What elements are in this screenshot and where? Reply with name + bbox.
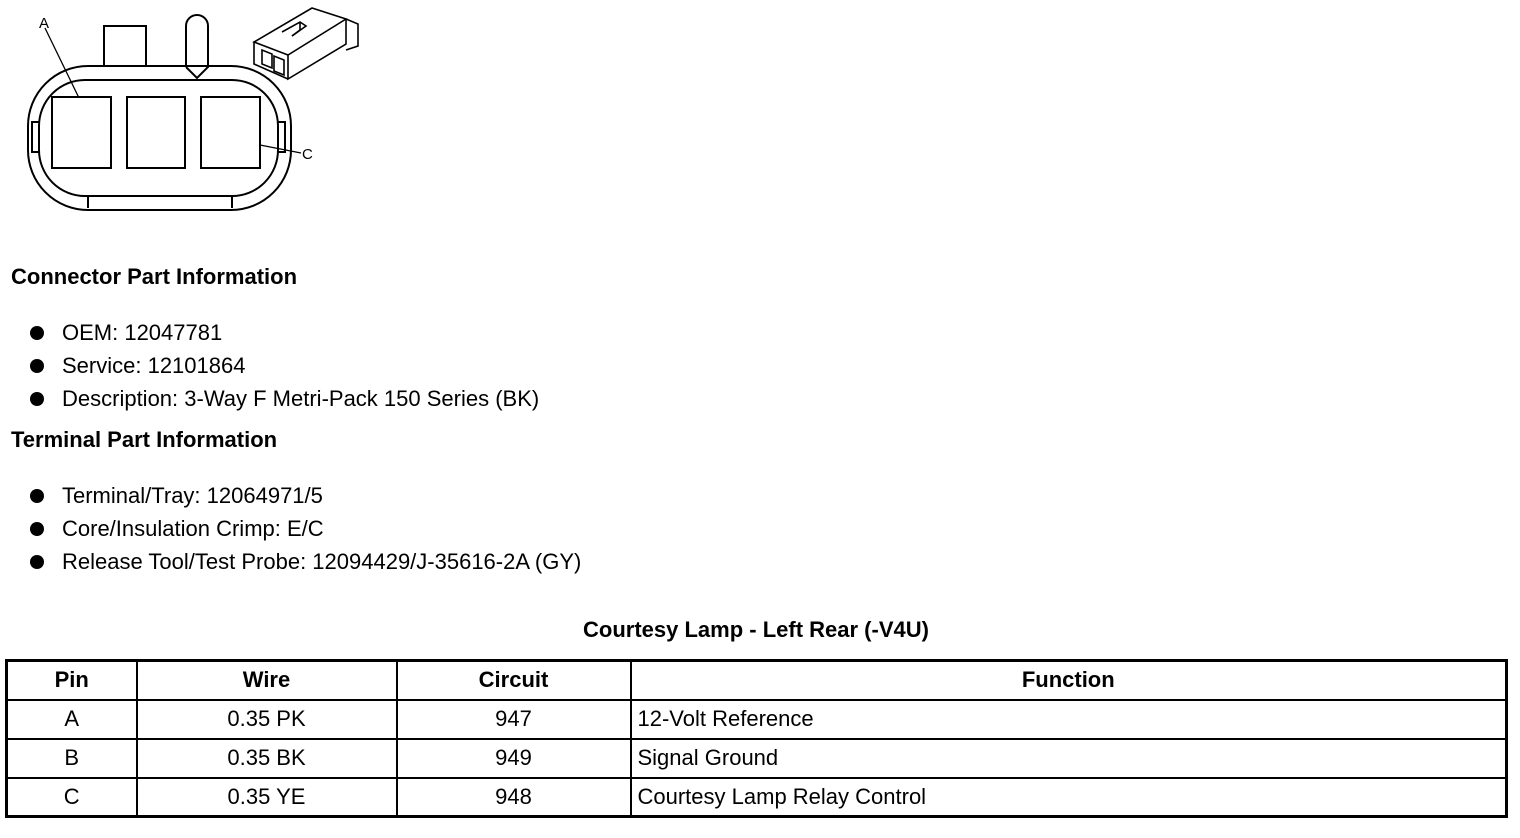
bullet-icon [30, 522, 44, 536]
crimp-info: Core/Insulation Crimp: E/C [62, 516, 324, 541]
cavity-c [201, 97, 260, 168]
bullet-icon [30, 555, 44, 569]
cell-function: 12-Volt Reference [631, 700, 1507, 739]
connector-housing-outer [28, 66, 291, 210]
terminal-info-heading: Terminal Part Information [11, 427, 278, 452]
header-pin: Pin [7, 661, 137, 700]
list-item [28, 545, 581, 578]
pinout-table [5, 659, 1508, 818]
cell-wire: 0.35 BK [137, 739, 397, 778]
list-item [28, 512, 581, 545]
connector-isometric-icon [254, 8, 358, 79]
cell-circuit: 947 [397, 700, 631, 739]
table-header-row [7, 661, 1507, 700]
cavity-b [127, 97, 185, 168]
bullet-icon [30, 326, 44, 340]
connector-face-diagram [0, 0, 380, 225]
header-circuit: Circuit [397, 661, 631, 700]
cell-pin: C [7, 778, 137, 817]
table-row [7, 700, 1507, 739]
table-row [7, 778, 1507, 817]
cell-circuit: 949 [397, 739, 631, 778]
cell-function: Signal Ground [631, 739, 1507, 778]
list-item [28, 349, 539, 382]
connector-info-list [28, 316, 539, 415]
bullet-icon [30, 392, 44, 406]
list-item [28, 316, 539, 349]
cell-pin: A [7, 700, 137, 739]
table-row [7, 739, 1507, 778]
service-part-number: Service: 12101864 [62, 353, 246, 378]
pin-label-a: A [39, 15, 50, 32]
left-locking-tab [104, 26, 146, 67]
header-function: Function [631, 661, 1507, 700]
cell-wire: 0.35 PK [137, 700, 397, 739]
cavity-a [52, 97, 111, 168]
list-item [28, 382, 539, 415]
bullet-icon [30, 489, 44, 503]
release-tool: Release Tool/Test Probe: 12094429/J-35616-2A (GY) [62, 549, 582, 574]
table-title: Courtesy Lamp - Left Rear (-V4U) [583, 617, 929, 642]
cell-pin: B [7, 739, 137, 778]
right-polarizing-tab [186, 15, 208, 78]
list-item [28, 479, 581, 512]
cell-wire: 0.35 YE [137, 778, 397, 817]
cell-circuit: 948 [397, 778, 631, 817]
pin-label-c: C [302, 146, 313, 163]
oem-part-number: OEM: 12047781 [62, 320, 223, 345]
terminal-info-list [28, 479, 581, 578]
header-wire: Wire [137, 661, 397, 700]
terminal-tray: Terminal/Tray: 12064971/5 [62, 483, 323, 508]
bullet-icon [30, 359, 44, 373]
cell-function: Courtesy Lamp Relay Control [631, 778, 1507, 817]
connector-info-heading: Connector Part Information [11, 264, 298, 289]
connector-description: Description: 3-Way F Metri-Pack 150 Series (BK) [62, 386, 540, 411]
